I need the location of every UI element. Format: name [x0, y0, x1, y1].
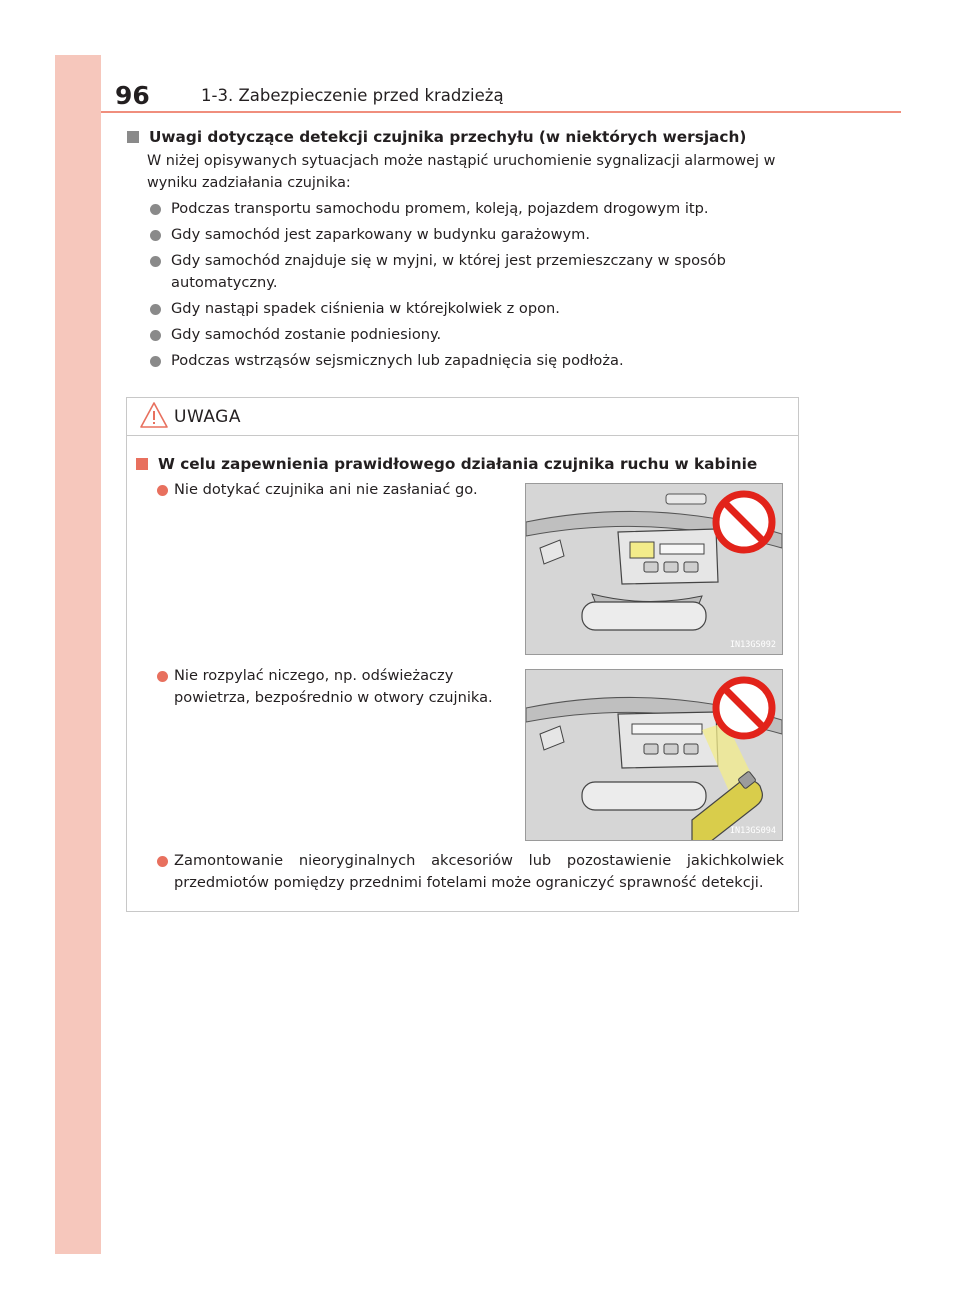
list-item: Podczas wstrząsów sejsmicznych lub zapadnięcia się podłoża.: [127, 350, 807, 372]
spray-can-illustration: [526, 670, 782, 840]
note-heading-text: Uwagi dotyczące detekcji czujnika przechyłu (w niektórych wersjach): [149, 128, 747, 146]
list-item: Gdy samochód zostanie podniesiony.: [127, 324, 807, 346]
note-heading: [127, 126, 807, 148]
warning-header: [127, 398, 798, 436]
bullet-icon: [150, 356, 161, 367]
list-item: Gdy nastąpi spadek ciśnienia w którejkolwiek z opon.: [127, 298, 807, 320]
bullet-icon: [150, 256, 161, 267]
bullet-icon: [150, 304, 161, 315]
square-bullet-icon: [136, 458, 148, 470]
list-item: Gdy samochód znajduje się w myjni, w której jest przemieszczany w sposób automatyczny.: [127, 250, 807, 294]
list-item: Zamontowanie nieoryginalnych akcesoriów lub pozostawienie jakichkolwiek przedmiotów pomiędzy przednimi fotelami może ograniczyć sprawność detekcji.: [138, 850, 784, 894]
illustration-sensor-spray: [525, 669, 783, 841]
header-rule: [101, 111, 901, 113]
overhead-console-illustration: [526, 484, 782, 654]
illustration-code: IN13GS092: [729, 640, 776, 650]
list-item: Podczas transportu samochodu promem, koleją, pojazdem drogowym itp.: [127, 198, 807, 220]
page-header: [101, 55, 901, 113]
bullet-icon: [157, 485, 168, 496]
bullet-icon: [150, 230, 161, 241]
bullet-icon: [150, 330, 161, 341]
list-item: Nie dotykać czujnika ani nie zasłaniać go.: [138, 479, 524, 501]
illustration-sensor-touch: [525, 483, 783, 655]
list-item: Nie rozpylać niczego, np. odświeżaczy powietrza, bezpośrednio w otwory czujnika.: [138, 665, 524, 709]
side-strip: [55, 55, 101, 1254]
note-list: [127, 198, 807, 372]
note-intro: W niżej opisywanych sytuacjach może nastąpić uruchomienie sygnalizacji alarmowej w wyniku zadziałania czujnika:: [147, 153, 776, 191]
section-title: 1-3. Zabezpieczenie przed kradzieżą: [201, 86, 504, 105]
bullet-icon: [157, 856, 168, 867]
warning-box: [126, 397, 799, 912]
square-bullet-icon: [127, 131, 139, 143]
note-section: [127, 126, 807, 376]
list-item: Gdy samochód jest zaparkowany w budynku garażowym.: [127, 224, 807, 246]
warning-label: UWAGA: [174, 407, 241, 427]
bullet-icon: [157, 671, 168, 682]
warning-heading: W celu zapewnienia prawidłowego działania czujnika ruchu w kabinie: [136, 453, 757, 475]
page-number: 96: [115, 81, 150, 110]
bullet-icon: [150, 204, 161, 215]
warning-triangle-icon: [139, 401, 169, 429]
illustration-code: IN13GS094: [729, 826, 776, 836]
